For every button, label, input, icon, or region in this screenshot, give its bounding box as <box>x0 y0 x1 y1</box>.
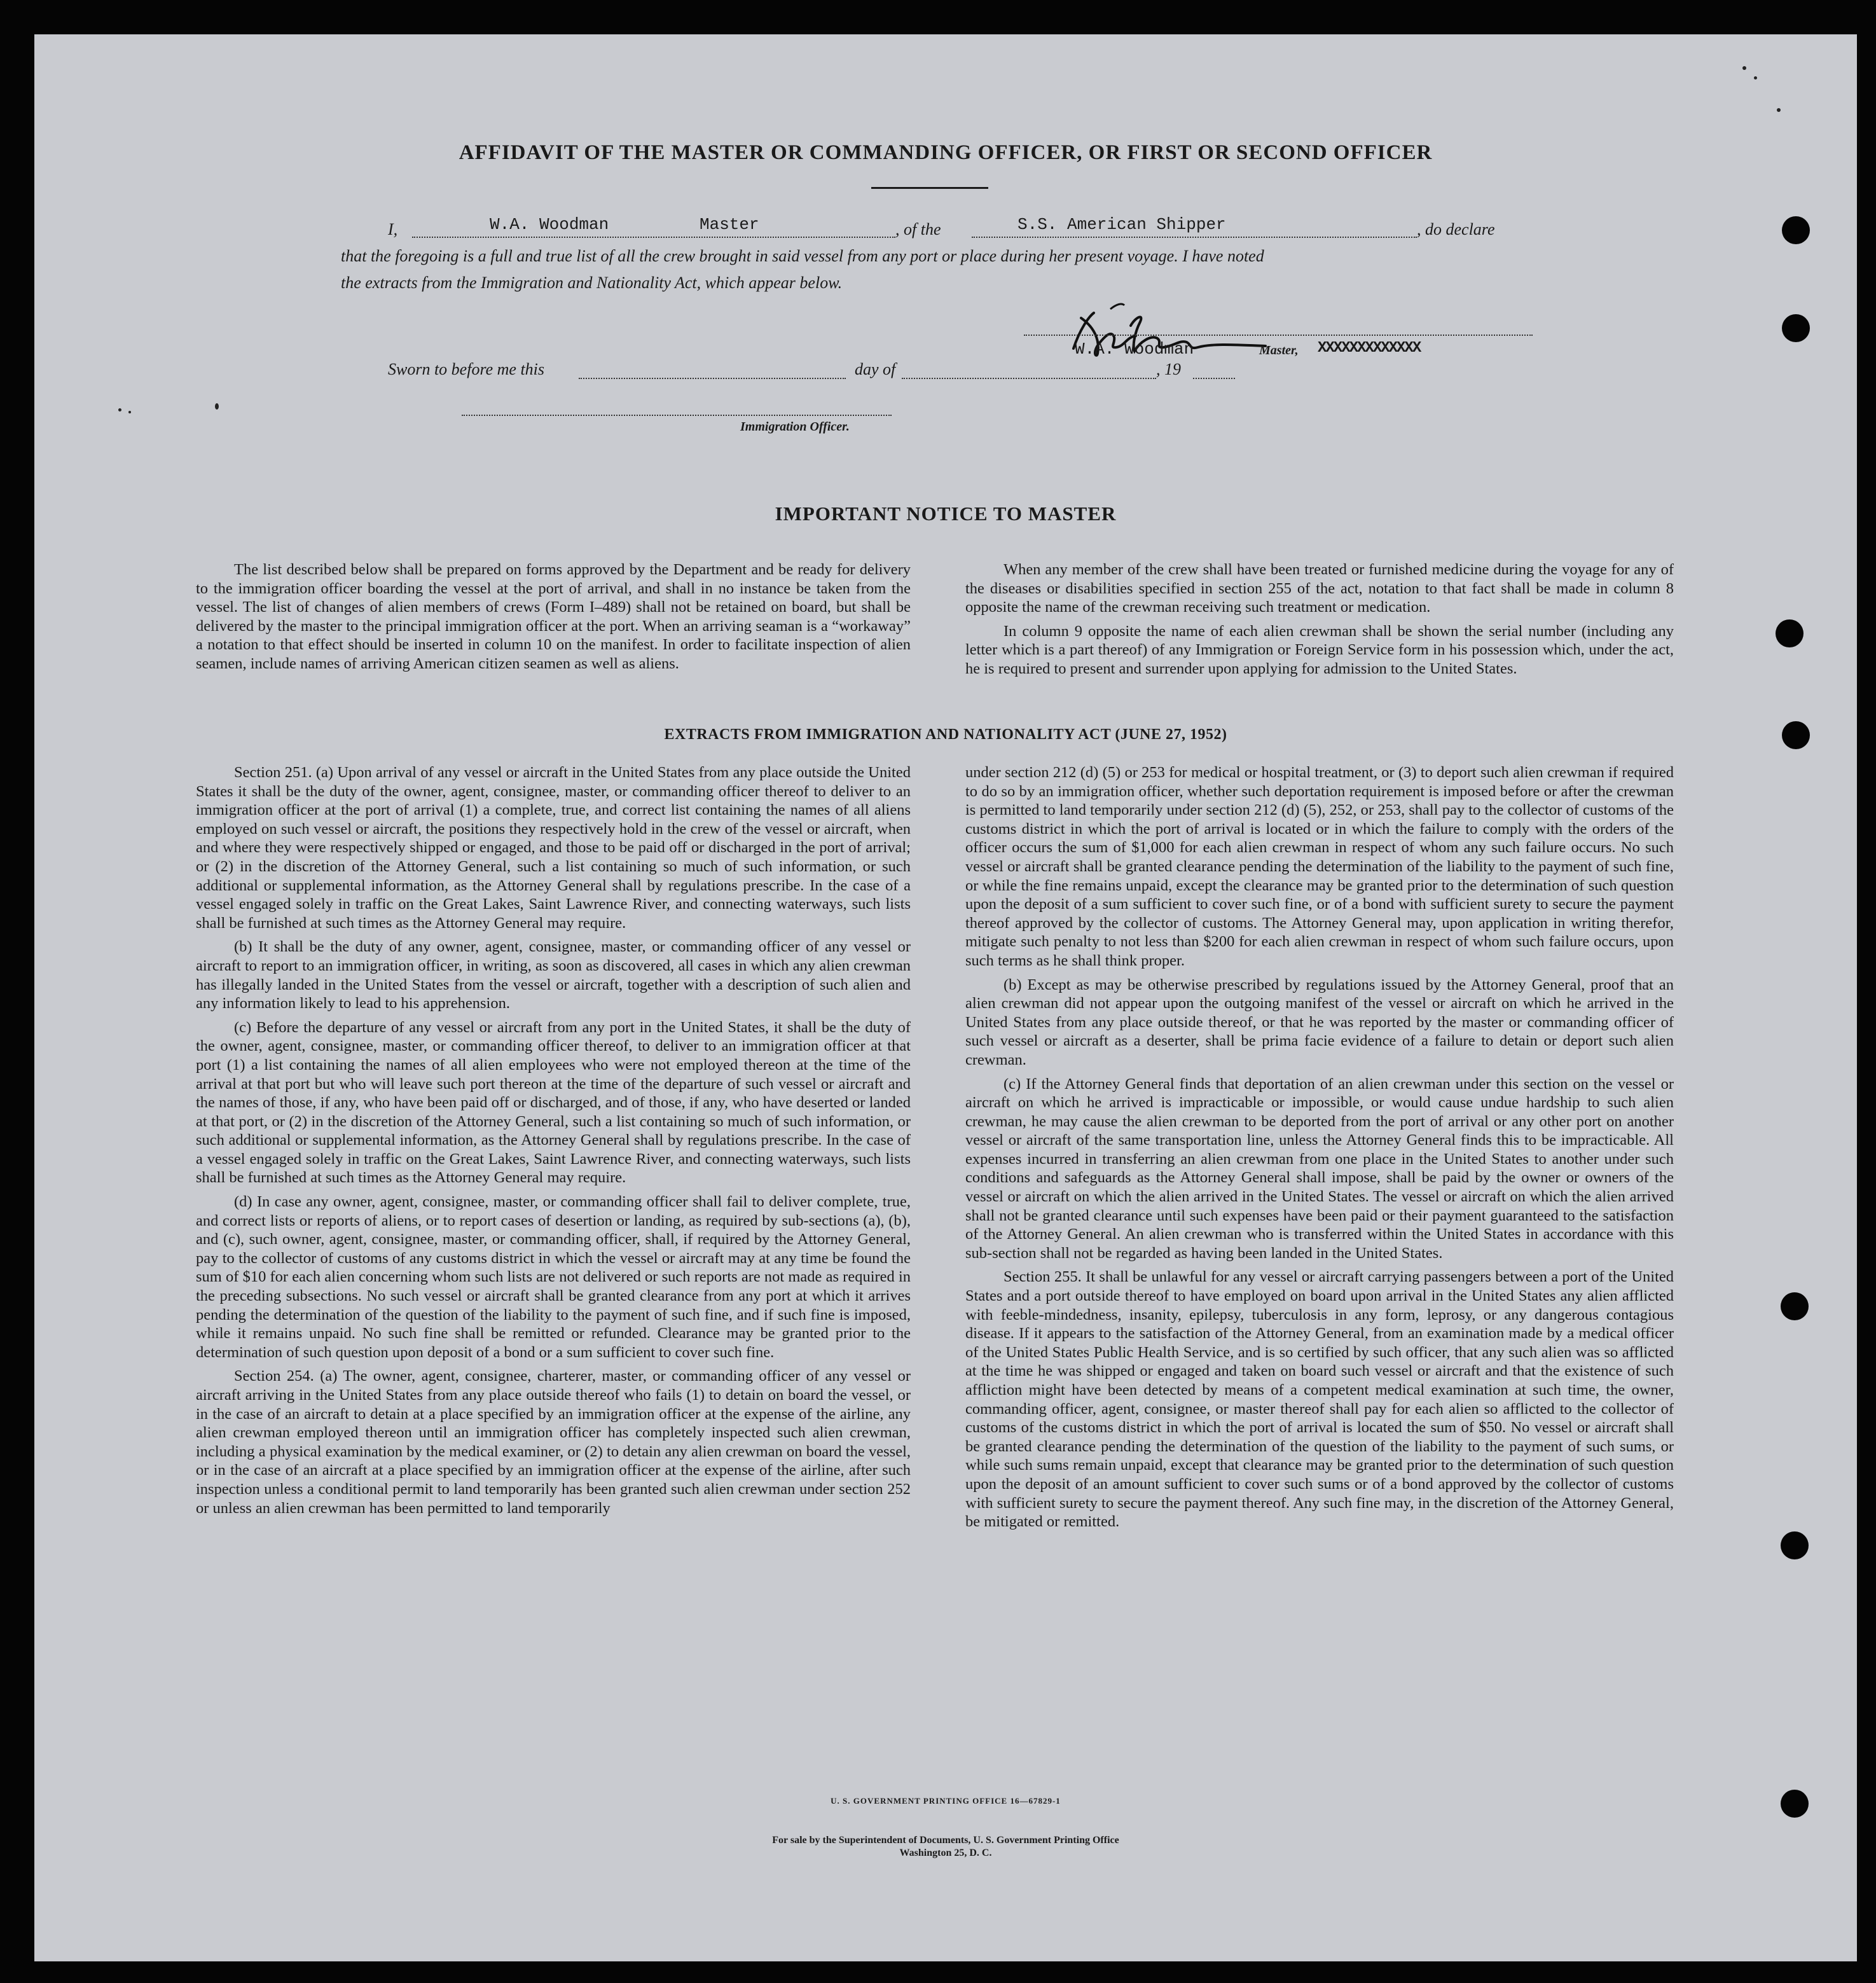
name-rank-line <box>412 235 895 238</box>
notice-left-paragraph: The list described below shall be prepared on forms approved by the Department and be ready for delivery to the immigration officer boarding the vessel at the port of arrival, and shall in no instance be taken from the vessel. The list of changes of alien members of crews (Form I–489) shall not be retained on board, but shall be delivered by the master to the principal immigration officer at the port. When an arriving seaman is a “workaway” a notation to that effect should be inserted in column 10 on the manifest. In order to facilitate inspection of alien seamen, include names of arriving American citizen seamen as well as aliens. <box>196 561 911 672</box>
speck <box>128 411 131 413</box>
section-251-c: (c) Before the departure of any vessel or aircraft from any port in the United States, it shall be the duty of the owner, agent, consignee, master, or commanding officer thereof, to deliver to an immigration officer at that port (1) a list containing the names of all alien employees who were not employed thereon at the time of the arrival at that port but who will leave such port thereon at the time of the departure of such vessel or aircraft and the names of those, if any, who have been paid off or discharged, and of those, if any, who have deserted or landed at that port, or (2) in the discretion of the Attorney General, such a list containing so much of such information, or such additional or supplemental information, as the Attorney General shall by regulations prescribe. In the case of a vessel engaged solely in traffic on the Great Lakes, Saint Lawrence River, and connecting waterways, such lists shall be furnished at such times as the Attorney General may require. <box>196 1018 911 1187</box>
section-254-a-continued: under section 212 (d) (5) or 253 for medical or hospital treatment, or (3) to deport such alien crewman if required to do so by an immigration officer, whether such deportation requirement is imposed before or after the crewman is permitted to land temporarily under section 212 (d) (5), 252, or 253, shall pay to the collector of customs of the customs district in which the port of arrival is located or in which the failure to comply with the orders of the officer occurs the sum of $1,000 for each alien crewman in respect of whom any such failure occurs. No such vessel or aircraft shall be granted clearance pending the determination of the liability to the payment of such fine, or while the fine remains unpaid, except the clearance may be granted prior to the determination of such question upon the deposit of a sum sufficient to cover such fine, or of a bond with sufficient surety to secure the payment thereof approved by the collector of customs. The Attorney General may, upon application in writing therefor, mitigate such penalty to not less than $200 for each alien crewman in respect of whom such failure occurs, upon such terms as he shall think proper. <box>965 764 1674 969</box>
punch-hole <box>1781 1531 1809 1559</box>
sale-line-2: Washington 25, D. C. <box>899 1848 992 1858</box>
statement-line-1: that the foregoing is a full and true list of all the crew brought in said vessel from any port or place during her present voyage. I have noted <box>341 247 1264 265</box>
printing-office-line: U. S. GOVERNMENT PRINTING OFFICE 16—67829-1 <box>831 1796 1061 1806</box>
punch-hole <box>1781 1292 1809 1320</box>
speck <box>1777 108 1781 112</box>
affidavit-title: AFFIDAVIT OF THE MASTER OR COMMANDING OFFICER, OR FIRST OR SECOND OFFICER <box>459 141 1433 164</box>
officer-signature-line[interactable] <box>462 413 892 416</box>
document-page <box>34 34 1857 1961</box>
master-label: Master, <box>1259 343 1299 357</box>
speck <box>118 408 121 411</box>
section-251-a: Section 251. (a) Upon arrival of any vessel or aircraft in the United States from any place outside the United States it shall be the duty of the owner, agent, consignee, master, or commanding officer thereof to deliver to an immigration officer at the port of arrival (1) a complete, true, and correct list containing the names of all aliens employed on such vessel or aircraft, the positions they respectively hold in the crew of the vessel or aircraft, when and where they were respectively shipped or engaged, and those to be paid off or discharged in the port of arrival; or (2) in the discretion of the Attorney General, such a list containing so much of such information, or such additional or supplemental information, as the Attorney General shall by regulations prescribe. In the case of a vessel engaged solely in traffic on the Great Lakes, Saint Lawrence River, and connecting waterways, such lists shall be furnished at such times as the Attorney General may require. <box>196 764 911 932</box>
notice-right-paragraph-2: In column 9 opposite the name of each alien crewman shall be shown the serial number (including any letter which is a part thereof) of any Immigration or Foreign Service form in his possession which, under the act, he is required to present and surrender upon applying for admission to the United States. <box>965 622 1674 677</box>
day-of-label: day of <box>855 360 896 378</box>
sale-line-1: For sale by the Superintendent of Documents, U. S. Government Printing Office <box>772 1835 1119 1846</box>
vessel-line <box>972 235 1417 238</box>
master-name-field[interactable]: W.A. Woodman <box>490 215 609 234</box>
speck <box>1754 76 1757 79</box>
vessel-field[interactable]: S.S. American Shipper <box>1017 215 1226 234</box>
title-rule <box>871 187 988 189</box>
do-declare-label: , do declare <box>1417 220 1495 238</box>
sworn-year-line[interactable] <box>1193 377 1235 379</box>
punch-hole <box>1776 619 1804 647</box>
sworn-month-line[interactable] <box>902 377 1156 379</box>
sworn-day-line[interactable] <box>579 377 846 379</box>
sworn-label: Sworn to before me this <box>388 360 545 378</box>
immigration-officer-label: Immigration Officer. <box>740 420 850 434</box>
section-251-b: (b) It shall be the duty of any owner, agent, consignee, master, or commanding officer of any vessel or aircraft to report to an immigration officer, in writing, as soon as discovered, all cases in which any alien crewman has illegally landed in the United States from the vessel or aircraft, together with a description of such alien and any information likely to lead to his apprehension. <box>196 938 911 1012</box>
rank-field[interactable]: Master <box>700 215 759 234</box>
signature-line <box>1024 333 1533 336</box>
extracts-left-column <box>196 763 911 1523</box>
notice-title: IMPORTANT NOTICE TO MASTER <box>775 502 1117 525</box>
punch-hole <box>1782 314 1810 342</box>
struck-title-text: XXXXXXXXXXXXX <box>1318 340 1421 357</box>
section-254-a: Section 254. (a) The owner, agent, consignee, charterer, master, or commanding officer of any vessel or aircraft arriving in the United States from any place outside thereof who fails (1) to detain on board the vessel, or in the case of an aircraft to detain at a place specified by an immigration officer at the expense of the airline, any alien crewman employed thereon until an immigration officer has completely inspected such alien crewman, including a physical examination by the medical examiner, or (2) to detain any alien crewman on board the vessel, or in the case of an aircraft at a place specified by an immigration officer at the expense of the airline, after such inspection unless a conditional permit to land temporarily has been granted such alien crewman under section 252 or unless an alien crewman has been permitted to land temporarily <box>196 1367 911 1517</box>
notice-left-column <box>196 560 911 679</box>
of-the-label: , of the <box>895 220 941 238</box>
punch-hole <box>1781 1790 1809 1818</box>
punch-hole <box>1782 216 1810 244</box>
typed-signer: W.A. Woodman <box>1075 340 1194 359</box>
section-255: Section 255. It shall be unlawful for any vessel or aircraft carrying passengers between a port of the United States and a port outside thereof to have employed on board upon arrival in the United States any alien afflicted with feeble-mindedness, insanity, epilepsy, tuberculosis in any form, leprosy, or any dangerous contagious disease. If it appears to the satisfaction of the Attorney General, from an examination made by a medical officer of the United States Public Health Service, and is so certified by such officer, that any such alien was so afflicted at the time he was shipped or engaged and taken on board such vessel or aircraft and that the existence of such affliction might have been detected by means of a competent medical examination at such time, the owner, commanding officer, agent, consignee, or master thereof shall pay for each alien so afflicted to the collector of customs of the customs district in which the port of arrival is located the sum of $50. No vessel or aircraft shall be granted clearance pending the determination of the question of the liability to the payment of such sums, or while such sums remain unpaid, except that clearance may be granted prior to the determination of such question upon the deposit of an amount sufficient to cover such sums or of a bond approved by the collector of customs with sufficient surety to secure the payment thereof. Any such fine may, in the discretion of the Attorney General, be mitigated or remitted. <box>965 1268 1674 1531</box>
notice-right-paragraph-1: When any member of the crew shall have been treated or furnished medicine during the voyage for any of the diseases or disabilities specified in section 255 of the act, notation to that fact shall be made in column 8 opposite the name of the crewman receiving such treatment or medication. <box>965 561 1674 616</box>
i-label: I, <box>388 220 398 238</box>
speck <box>1742 66 1746 70</box>
section-251-d: (d) In case any owner, agent, consignee, master, or commanding officer shall fail to deliver complete, true, and correct lists or reports of aliens, or to report cases of desertion or landing, as required by sub-sections (a), (b), and (c), such owner, agent, consignee, master, or commanding officer, shall, if required by the Attorney General, pay to the collector of customs of any customs district in which the vessel or aircraft may at any time be found the sum of $10 for each alien concerning whom such lists are not delivered or such reports are not made as required in the preceding subsections. No such vessel or aircraft shall be granted clearance from any port at which it arrives pending the determination of the question of the liability to the payment of such fine, and if such fine is imposed, while it remains unpaid. No such fine shall be remitted or refunded. Clearance may be granted prior to the determination of such question upon deposit of a bond or a sum sufficient to cover such fine. <box>196 1193 911 1361</box>
year-label: , 19 <box>1156 360 1181 378</box>
punch-hole <box>1782 721 1810 749</box>
speck <box>215 403 219 410</box>
section-254-c: (c) If the Attorney General finds that deportation of an alien crewman under this section on the vessel or aircraft on which he arrived is impracticable or impossible, or would cause undue hardship to such alien crewman, he may cause the alien crewman to be deported from the port of arrival or any other port on another vessel or aircraft of the same transportation line, unless the Attorney General finds this to be impracticable. All expenses incurred in transferring an alien crewman from one place in the United States to another under such conditions and safeguards as the Attorney General shall impose, shall be paid by the owner or owners of the vessel or aircraft on which the alien arrived in the United States. The vessel or aircraft on which the alien arrived shall not be granted clearance until such expenses have been paid or their payment guaranteed to the satisfaction of the Attorney General. An alien crewman who is transferred within the United States in accordance with this sub-section shall not be regarded as having been landed in the United States. <box>965 1075 1674 1262</box>
notice-right-column <box>965 560 1674 684</box>
extracts-title: EXTRACTS FROM IMMIGRATION AND NATIONALITY ACT (JUNE 27, 1952) <box>664 726 1227 743</box>
extracts-right-column <box>965 763 1674 1537</box>
statement-line-2: the extracts from the Immigration and Nationality Act, which appear below. <box>341 273 843 292</box>
section-254-b: (b) Except as may be otherwise prescribed by regulations issued by the Attorney General, proof that an alien crewman did not appear upon the outgoing manifest of the vessel or aircraft on which he arrived in the United States from any place outside thereof, or that he was reported by the master or commanding officer of such vessel or aircraft as a deserter, shall be prima facie evidence of a failure to detain or deport such alien crewman. <box>965 976 1674 1068</box>
